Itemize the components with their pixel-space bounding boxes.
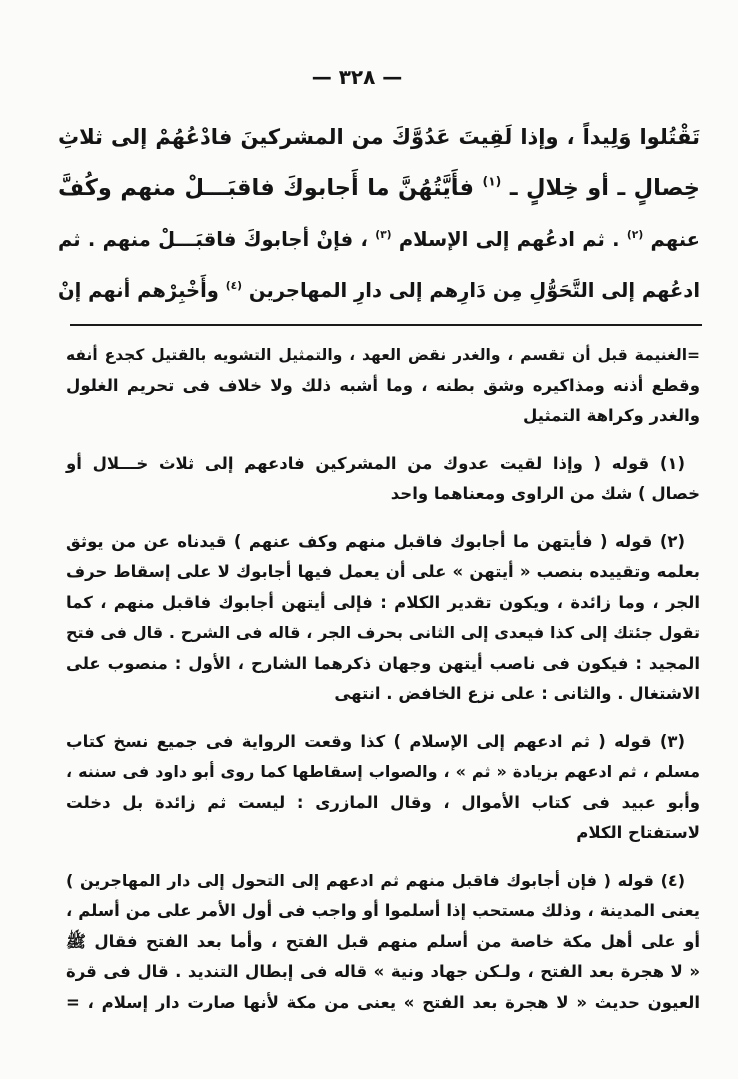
footnote-line: « لا هجرة بعد الفتح ، ولـكن جهاد ونية » قاله فى إبطال التنديد . قال فى قرة <box>66 962 700 981</box>
main-text-segment: . ثم ادعُهم إلى الإسلام <box>398 228 620 251</box>
main-text-segment: ادعُهم إلى التَّحَوُّلِ مِن دَارِهم إلى دارِ المهاجرين <box>248 279 701 302</box>
footnote-continuation <box>66 340 700 432</box>
main-text-segment: فأَيَّتُهُنَّ ما أَجابوكَ فاقبَـــلْ منهم وكُفَّ <box>58 175 474 201</box>
footnote-line: الجر ، وما زائدة ، ويكون تقدير الكلام : فإلى أيتهن أجابوك فاقبل منهم ، كما <box>66 592 700 612</box>
footnote-line: المجيد : فيكون فى ناصب أيتهن وجهان ذكرهما الشارح ، الأول : منصوب على <box>66 653 700 673</box>
main-text-line <box>58 265 700 316</box>
footnote-line: بعلمه وتقييده بنصب « أيتهن » على أن يعمل فيها أجابوك لا على إسقاط حرف <box>66 562 700 581</box>
main-text-segment: عنهم <box>650 228 700 251</box>
footnote-line: وقطع أذنه ومذاكيره وشق بطنه ، وما أشبه ذلك ولا خلاف فى تحريم الغلول <box>66 375 700 395</box>
footnote-line: مسلم ، ثم ادعهم بزيادة « ثم » ، والصواب إسقاطها كما روى أبو داود فى سننه ، <box>66 762 700 781</box>
footnote-2 <box>66 527 700 710</box>
main-text-segment: خِصالٍ ـ أو خِلالٍ ـ <box>509 175 700 201</box>
footnote-line: والغدر وكراهة التمثيل <box>522 406 700 425</box>
footnote-1 <box>66 449 700 510</box>
footnote-separator-rule <box>70 324 702 326</box>
footnote-line: الاشتغال . والثانى : على نزع الخافض . انتهى <box>334 684 700 703</box>
main-text-line <box>58 214 700 265</box>
footnote-4 <box>66 866 700 1019</box>
main-text-segment: ، فإنْ أجابوكَ فاقبَـــلْ منهم . ثم <box>58 228 368 251</box>
footnote-marker: (٢) <box>626 227 644 241</box>
footnote-line: (٤) قوله ( فإن أجابوك فاقبل منهم ثم ادعهم إلى التحول إلى دار المهاجرين ) <box>66 870 685 890</box>
footnote-marker: (٣) <box>375 227 392 241</box>
footnote-line: (١) قوله ( وإذا لقيت عدوك من المشركين فادعهم إلى ثلاث خـــلال أو <box>66 453 685 473</box>
main-text <box>58 112 700 316</box>
footnote-line: وأبو عبيد فى كتاب الأموال ، وقال المازرى : ليست ثم زائدة بل دخلت <box>66 792 700 812</box>
footnotes <box>66 340 700 1018</box>
footnote-line: تقول جئتك إلى كذا فيعدى إلى الثانى بحرف الجر ، قاله فى الشرح . قال فى فتح <box>66 623 700 642</box>
main-text-line <box>58 163 700 214</box>
main-text-segment: وأَخْبِرْهم أنهم إنْ <box>58 279 219 302</box>
footnote-line: (٢) قوله ( فأيتهن ما أجابوك فاقبل منهم وكف عنهم ) قيدناه عن من يوثق <box>66 531 685 551</box>
footnote-3 <box>66 727 700 849</box>
footnote-line: أو على أهل مكة خاصة من أسلم منهم قبل الفتح ، وأما بعد الفتح فقال ﷺ <box>66 931 700 951</box>
footnote-line: =الغنيمة قبل أن تقسم ، والغدر نقض العهد ، والتمثيل التشويه بالقتيل كجدع أنفه <box>66 346 700 364</box>
footnote-line: لاستفتاح الكلام <box>576 823 700 842</box>
main-text-line: تَقْتُلوا وَلِيداً ، وإذا لَقِيتَ عَدُوَّكَ من المشركينَ فادْعُهُمْ إلى ثلاثِ <box>58 125 700 149</box>
footnote-marker: (٤) <box>225 278 243 292</box>
footnote-line: العيون حديث « لا هجرة بعد الفتح » يعنى من مكة لأنها صارت دار إسلام ، = <box>66 992 700 1012</box>
footnote-line: (٣) قوله ( ثم ادعهم إلى الإسلام ) كذا وقعت الرواية فى جميع نسخ كتاب <box>66 731 685 751</box>
footnote-line: يعنى المدينة ، وذلك مستحب إذا أسلموا أو واجب فى أول الأمر على من أسلم ، <box>66 901 700 920</box>
footnote-marker: (١) <box>482 174 502 189</box>
footnote-line: خصال ) شك من الراوى ومعناهما واحد <box>390 484 700 503</box>
page-number: — ٣٢٨ — <box>311 65 403 89</box>
